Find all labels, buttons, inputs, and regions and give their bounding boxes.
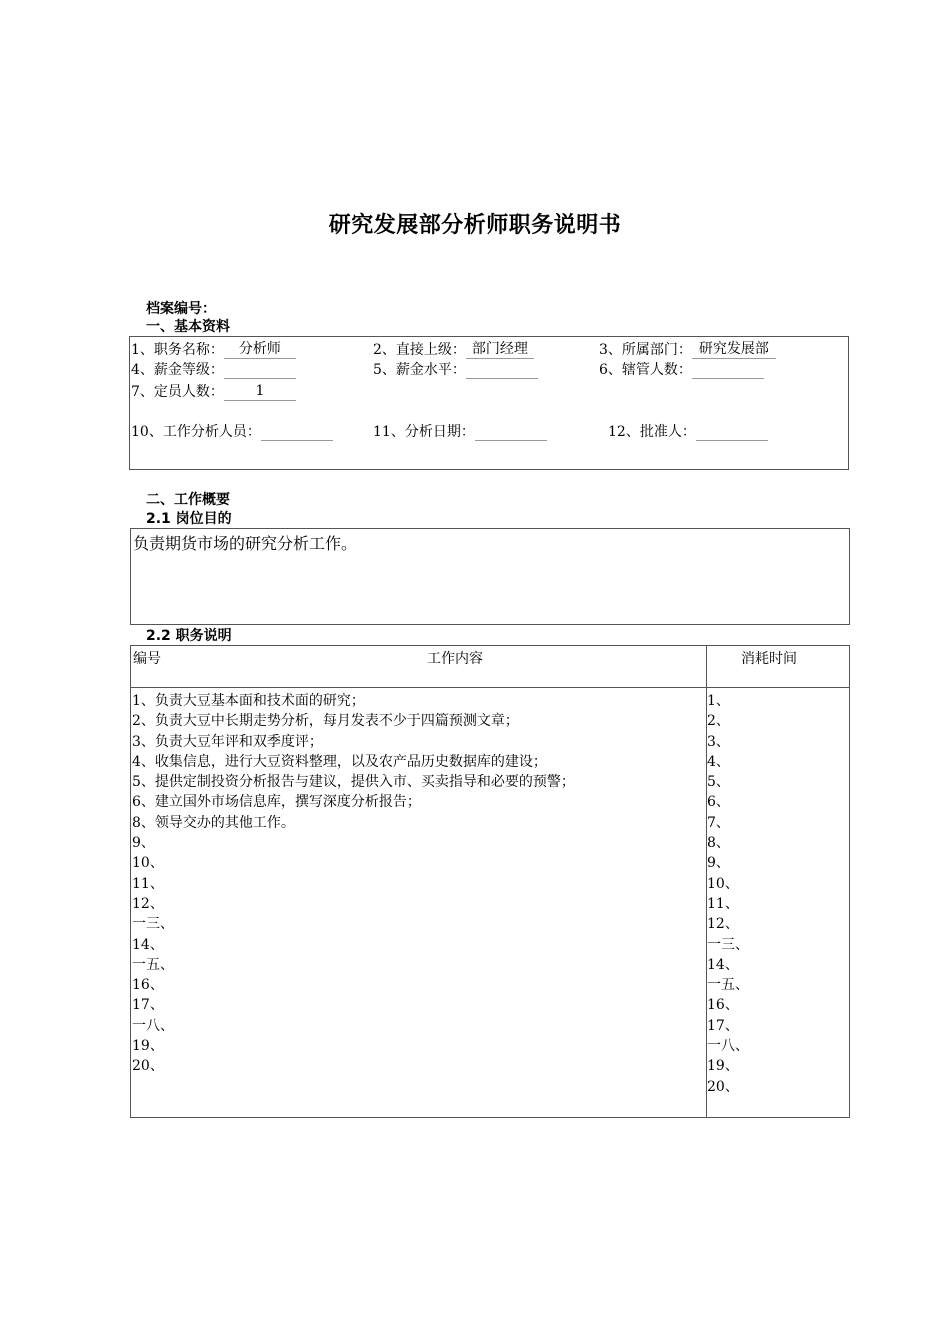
duty-time-row: 4、 [707, 753, 730, 770]
salary-level-value[interactable] [466, 360, 538, 379]
duty-content-row: 4、收集信息，进行大豆资料整理，以及农产品历史数据库的建设； [132, 753, 547, 770]
duty-content-row: 一五、 [132, 956, 174, 973]
analyst-field [131, 422, 333, 441]
supervisor-value[interactable]: 部门经理 [466, 340, 534, 359]
document-title: 研究发展部分析师职务说明书 [328, 213, 622, 238]
department-field [599, 340, 776, 359]
subordinates-field [599, 360, 764, 379]
duty-time-row: 17、 [707, 1017, 739, 1034]
duty-time-row: 6、 [707, 794, 730, 811]
column-header-content: 工作内容 [427, 651, 483, 667]
approver-field [608, 422, 768, 441]
duty-time-row: 5、 [707, 774, 730, 791]
headcount-label: 7、定员人数： [131, 384, 224, 400]
duty-content-row: 10、 [132, 855, 164, 872]
duty-time-row: 一三、 [707, 936, 749, 953]
duty-time-row: 10、 [707, 875, 739, 892]
section2-heading: 二、工作概要 [146, 492, 230, 508]
duty-time-row: 8、 [707, 835, 730, 852]
duty-content-row: 8、领导交办的其他工作。 [132, 814, 295, 831]
job-name-field [131, 340, 296, 359]
duty-content-row: 12、 [132, 895, 164, 912]
duty-content-row: 6、建立国外市场信息库，撰写深度分析报告； [132, 794, 421, 811]
column-header-time: 消耗时间 [741, 651, 797, 667]
duty-content-row: 19、 [132, 1038, 164, 1055]
analysis-date-field [373, 422, 547, 441]
duty-time-row: 一八、 [707, 1038, 749, 1055]
subordinates-value[interactable] [692, 360, 764, 379]
duty-time-row: 1、 [707, 693, 730, 709]
salary-grade-value[interactable] [224, 360, 296, 379]
supervisor-label: 2、直接上级： [373, 342, 466, 358]
duty-time-row: 3、 [707, 733, 730, 750]
duty-content-row: 2、负责大豆中长期走势分析，每月发表不少于四篇预测文章； [132, 713, 519, 730]
duty-content-row: 1、负责大豆基本面和技术面的研究； [132, 693, 365, 709]
approver-label: 12、批准人： [608, 424, 696, 440]
analysis-date-value[interactable] [475, 422, 547, 441]
duty-time-row: 19、 [707, 1058, 739, 1075]
duty-content-row: 5、提供定制投资分析报告与建议，提供入市、买卖指导和必要的预警； [132, 774, 575, 791]
approver-value[interactable] [696, 422, 768, 441]
supervisor-field [373, 340, 534, 359]
duty-content-row: 14、 [132, 936, 164, 953]
job-name-value[interactable]: 分析师 [224, 340, 296, 359]
duty-content-row: 一三、 [132, 916, 174, 933]
column-header-no: 编号 [133, 651, 161, 667]
analyst-label: 10、工作分析人员： [131, 424, 261, 440]
duty-time-row: 11、 [707, 895, 739, 912]
headcount-value[interactable]: 1 [224, 382, 296, 401]
duty-content-row: 3、负责大豆年评和双季度评； [132, 733, 323, 750]
duty-time-row: 2、 [707, 713, 730, 730]
section1-heading: 一、基本资料 [146, 319, 230, 335]
time-column [707, 691, 749, 1097]
duty-time-row: 16、 [707, 997, 739, 1014]
duty-time-row: 14、 [707, 956, 739, 973]
duty-content-row: 20、 [132, 1058, 164, 1075]
department-value[interactable]: 研究发展部 [692, 340, 776, 359]
purpose-heading: 2.1 岗位目的 [146, 511, 232, 527]
purpose-text: 负责期货市场的研究分析工作。 [133, 534, 358, 553]
purpose-box [130, 528, 850, 625]
analyst-value[interactable] [261, 422, 333, 441]
duties-table [130, 645, 850, 1118]
duty-time-row: 一五、 [707, 977, 749, 994]
salary-level-label: 5、薪金水平： [373, 362, 466, 378]
duty-content-row: 一八、 [132, 1017, 174, 1034]
duty-content-row: 9、 [132, 835, 155, 852]
salary-level-field [373, 360, 538, 379]
salary-grade-label: 4、薪金等级： [131, 362, 224, 378]
duty-content-row: 17、 [132, 997, 164, 1014]
salary-grade-field [131, 360, 296, 379]
content-column [132, 691, 575, 1077]
duty-time-row: 7、 [707, 814, 730, 831]
duty-time-row: 20、 [707, 1078, 739, 1095]
job-name-label: 1、职务名称： [131, 342, 224, 358]
department-label: 3、所属部门： [599, 342, 692, 358]
duties-heading: 2.2 职务说明 [146, 628, 232, 644]
duty-time-row: 12、 [707, 916, 739, 933]
duty-time-row: 9、 [707, 855, 730, 872]
duty-content-row: 16、 [132, 977, 164, 994]
subordinates-label: 6、辖管人数： [599, 362, 692, 378]
header-divider [131, 687, 849, 688]
headcount-field [131, 382, 296, 401]
duty-content-row: 11、 [132, 875, 164, 892]
archive-number-label: 档案编号： [146, 301, 216, 317]
analysis-date-label: 11、分析日期： [373, 424, 475, 440]
